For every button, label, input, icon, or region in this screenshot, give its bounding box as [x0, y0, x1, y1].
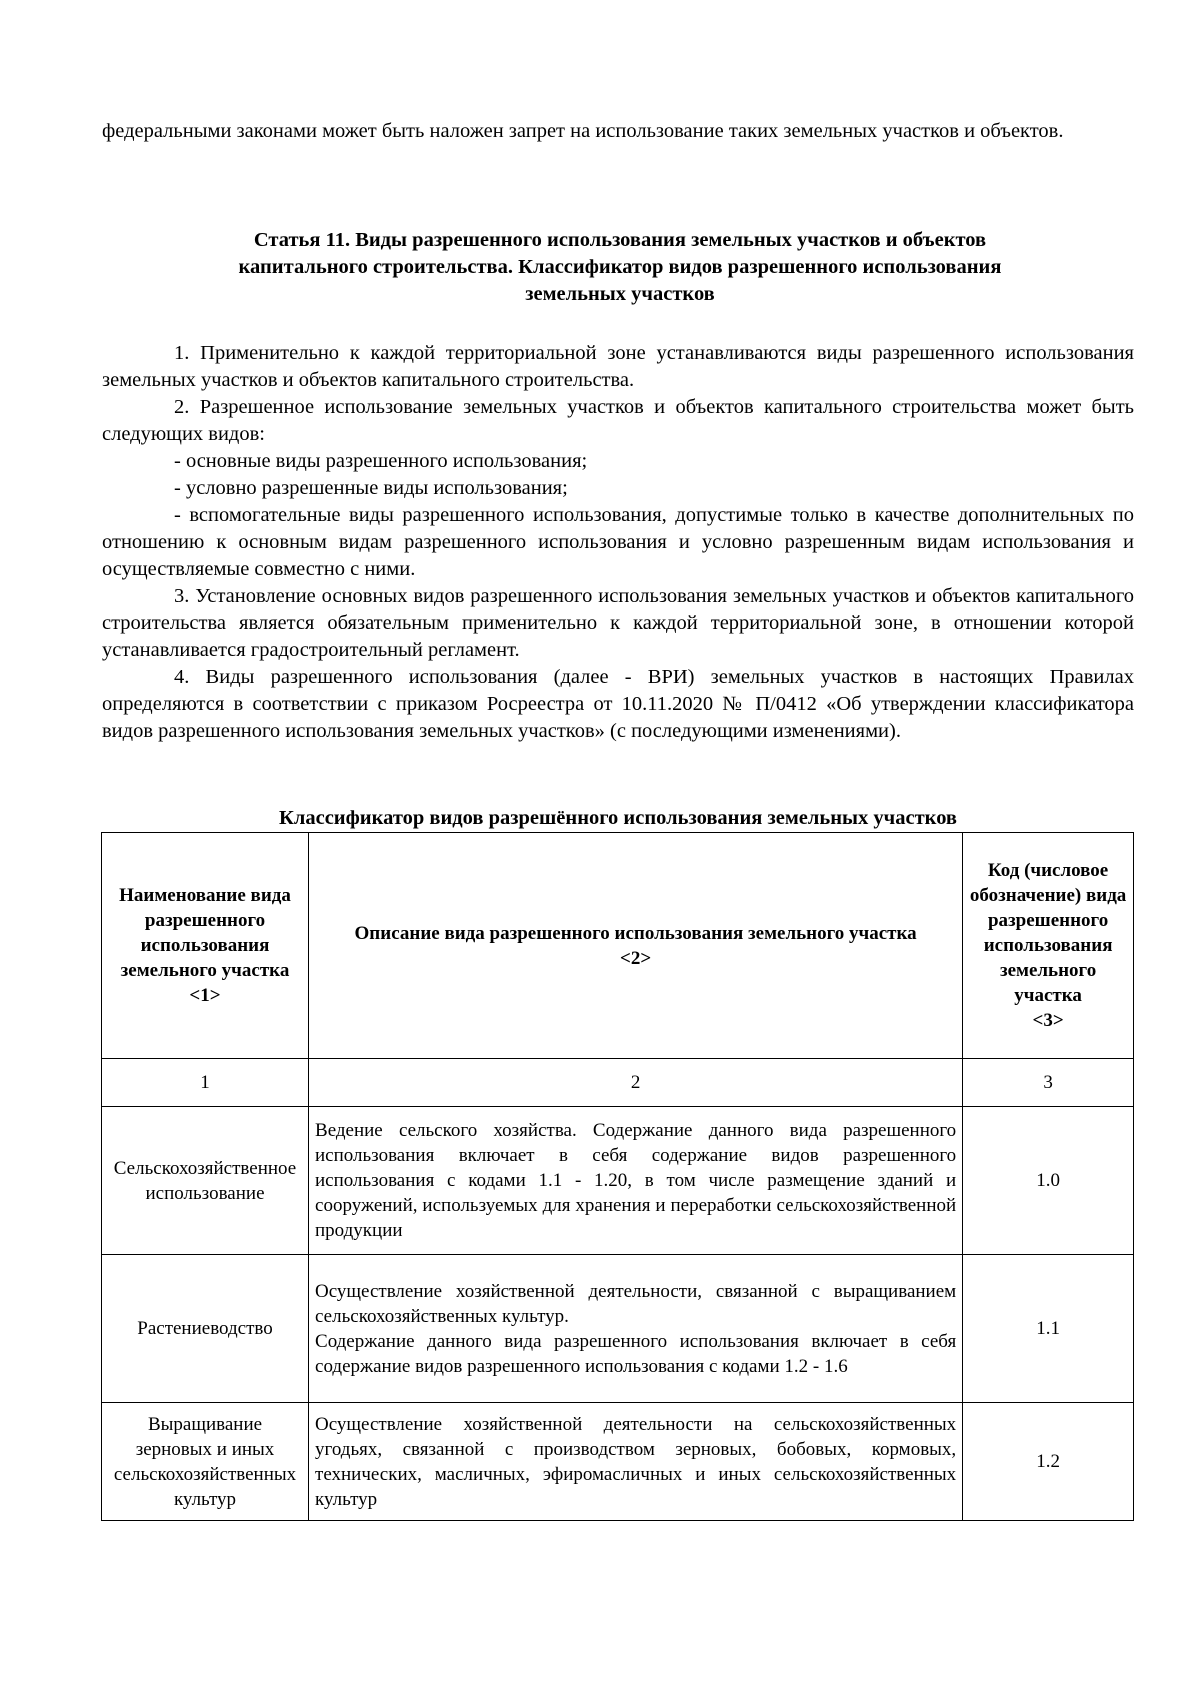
paragraph-2: 2. Разрешенное использование земельных участков и объектов капитального строительства может быть следующих видов:	[102, 396, 1134, 445]
header-col-name: Наименование вида разрешенного использования земельного участка <1>	[102, 833, 309, 1059]
paragraph-4: 4. Виды разрешенного использования (далее - ВРИ) земельных участков в настоящих Правилах определяются в соответствии с приказом Росреестра от 10.11.2020 № П/0412 «Об утверждении классификатора видов разрешенного использования земельных участков» (с последующими изменениями).	[102, 666, 1134, 742]
table-row	[102, 1403, 1134, 1521]
row-code: 1.2	[963, 1403, 1134, 1521]
article-title-line-1: Статья 11. Виды разрешенного использования земельных участков и объектов	[253, 229, 987, 251]
list-item-auxiliary: - вспомогательные виды разрешенного использования, допустимые только в качестве дополнительных по отношению к основным видам разрешенного использования и условно разрешенным видам использования и осуществляемые совместно с ними.	[102, 504, 1134, 580]
row-name: Растениеводство	[102, 1255, 309, 1403]
row-code: 1.1	[963, 1255, 1134, 1403]
row-code: 1.0	[963, 1107, 1134, 1255]
table-row	[102, 1255, 1134, 1403]
table-title: Классификатор видов разрешённого использования земельных участков	[278, 807, 958, 829]
intro-text: федеральными законами может быть наложен запрет на использование таких земельных участков и объектов.	[102, 120, 1064, 142]
article-body	[102, 340, 1134, 745]
paragraph-1: 1. Применительно к каждой территориальной зоне устанавливаются виды разрешенного использования земельных участков и объектов капитального строительства.	[102, 342, 1134, 391]
intro-paragraph	[102, 118, 1134, 145]
header-col-code: Код (числовое обозначение) вида разрешенного использования земельного участка <3>	[963, 833, 1134, 1059]
article-title-line-3: земельных участков	[525, 283, 715, 305]
table-row	[102, 1107, 1134, 1255]
table-header-row	[102, 833, 1134, 1059]
article-title	[160, 227, 1080, 308]
list-item-basic: - основные виды разрешенного использования;	[174, 450, 588, 472]
numbering-cell: 3	[963, 1059, 1134, 1107]
numbering-cell: 1	[102, 1059, 309, 1107]
article-title-line-2: капитального строительства. Классификатор видов разрешенного использования	[238, 256, 1002, 278]
row-description: Осуществление хозяйственной деятельности, связанной с выращиванием сельскохозяйственных культур. Содержание данного вида разрешенного использования включает в себя содержание видов разрешенного использования с кодами 1.2 - 1.6	[309, 1255, 963, 1403]
header-col-description: Описание вида разрешенного использования земельного участка <2>	[309, 833, 963, 1059]
paragraph-3: 3. Установление основных видов разрешенного использования земельных участков и объектов капитального строительства является обязательным применительно к каждой территориальной зоне, в отношении которой устанавливается градостроительный регламент.	[102, 585, 1134, 661]
classifier-table	[101, 832, 1134, 1521]
row-name: Выращивание зерновых и иных сельскохозяйственных культур	[102, 1403, 309, 1521]
numbering-cell: 2	[309, 1059, 963, 1107]
row-description: Ведение сельского хозяйства. Содержание данного вида разрешенного использования включает в себя содержание видов разрешенного использования с кодами 1.1 - 1.20, в том числе размещение зданий и сооружений, используемых для хранения и переработки сельскохозяйственной продукции	[309, 1107, 963, 1255]
row-name: Сельскохозяйственное использование	[102, 1107, 309, 1255]
table-numbering-row	[102, 1059, 1134, 1107]
row-description: Осуществление хозяйственной деятельности на сельскохозяйственных угодьях, связанной с производством зерновых, бобовых, кормовых, технических, масличных, эфиромасличных и иных сельскохозяйственных культур	[309, 1403, 963, 1521]
list-item-conditional: - условно разрешенные виды использования;	[174, 477, 568, 499]
